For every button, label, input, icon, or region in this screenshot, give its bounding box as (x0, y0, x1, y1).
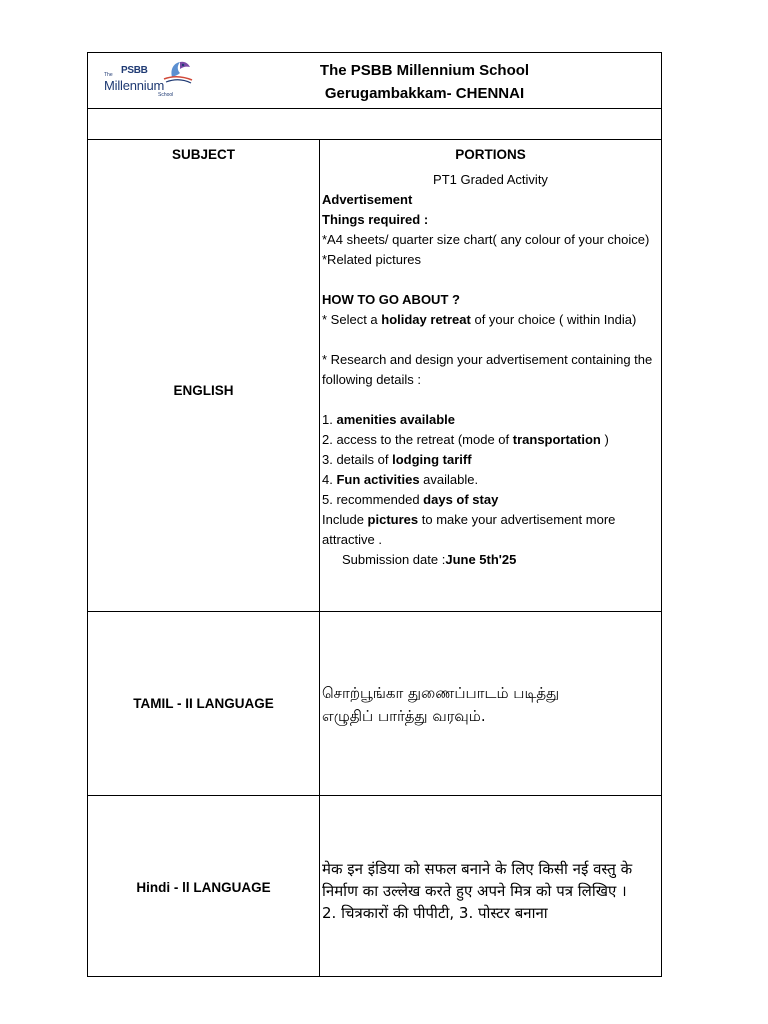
hindi-row (88, 796, 661, 978)
detail-item: 2. access to the retreat (mode of transportation ) (322, 432, 609, 447)
english-row (88, 170, 661, 612)
tamil-row (88, 612, 661, 796)
detail-item: 5. recommended days of stay (322, 492, 499, 507)
detail-item: 1. amenities available (322, 412, 455, 427)
english-portions (322, 170, 659, 570)
empty-row (88, 109, 661, 140)
activity-title: PT1 Graded Activity (433, 172, 548, 187)
subject-hindi: Hindi - ll LANGUAGE (136, 879, 271, 895)
submission-date: Submission date :June 5th'25 (342, 552, 517, 567)
column-header-portions: PORTIONS (455, 147, 526, 162)
logo-millennium-text: Millennium (104, 78, 165, 93)
logo-psbb-text: PSBB (121, 65, 148, 76)
logo-school-text: School (158, 92, 174, 98)
detail-item: 3. details of lodging tariff (322, 452, 472, 467)
tamil-line: எழுதிப் பார்த்து வரவும். (322, 707, 486, 725)
how-to-label: HOW TO GO ABOUT ? (322, 292, 460, 307)
step-select: * Select a holiday retreat of your choice ( within India) (322, 312, 637, 327)
requirement-item: *A4 sheets/ quarter size chart( any colour of your choice) (322, 232, 650, 247)
subject-english: ENGLISH (173, 383, 234, 398)
hindi-line: मेक इन इंडिया को सफल बनाने के लिए किसी नई वस्तु के (322, 860, 633, 878)
requirement-item: *Related pictures (322, 252, 421, 267)
hindi-line: 2. चित्रकारों की पीपीटी, 3. पोस्टर बनाना (322, 904, 548, 922)
tamil-line: சொற்பூங்கா துணைப்பாடம் படித்து (322, 684, 560, 702)
logo-the-text: The (104, 72, 113, 78)
things-required-label: Things required : (322, 212, 429, 227)
detail-item: 4. Fun activities available. (322, 472, 479, 487)
title-line-1: The PSBB Millennium School (319, 62, 530, 79)
header-row (88, 53, 661, 109)
title-line-2: Gerugambakkam- CHENNAI (324, 85, 525, 102)
include-note: Include pictures to make your advertisement more attractive . (322, 512, 616, 547)
activity-heading: Advertisement (322, 192, 413, 207)
school-title (208, 59, 641, 105)
hindi-portions (322, 858, 657, 924)
bird-icon (158, 59, 196, 85)
column-header-subject: SUBJECT (171, 147, 235, 162)
tamil-portions (322, 682, 657, 728)
step-research: * Research and design your advertisement containing the following details : (322, 352, 653, 387)
subject-tamil: TAMIL - II LANGUAGE (133, 696, 274, 711)
school-logo (100, 59, 200, 103)
hindi-line: निर्माण का उल्लेख करते हुए अपने मित्र को पत्र लिखिए । (322, 882, 627, 900)
document-table (87, 52, 662, 977)
